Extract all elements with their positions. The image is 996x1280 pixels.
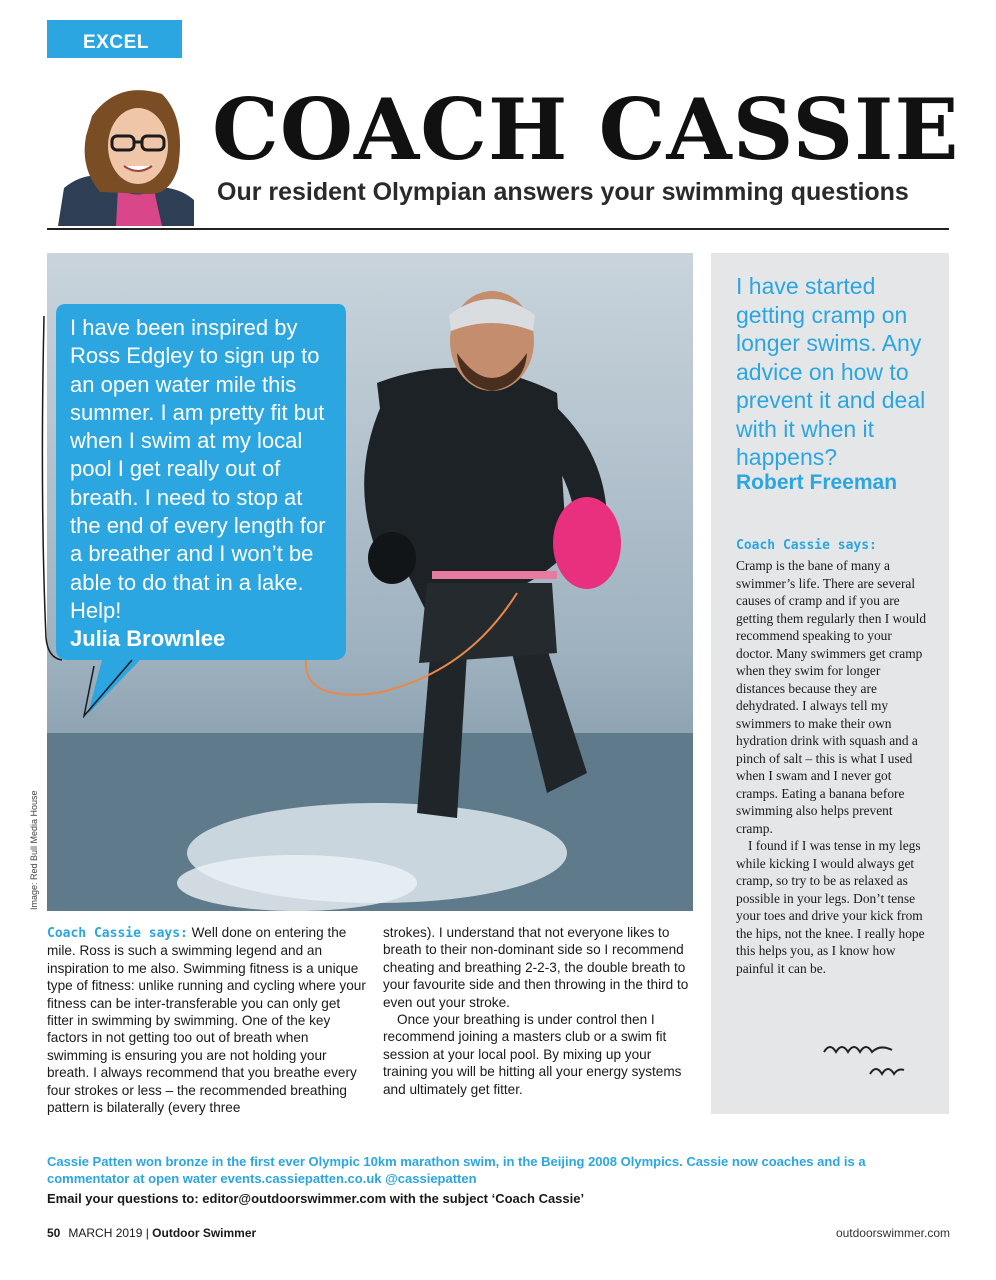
answer-1-paragraph: Once your breathing is under control then I recommend joining a masters club or a swim fit session at your local pool. By mixing up your training you will be hitting all your energy systems and ultimately get fitter. xyxy=(383,1012,682,1097)
answer-1-column-2 xyxy=(383,924,695,1098)
photo-credit: Image: Red Bull Media House xyxy=(29,790,39,910)
website-link: outdoorswimmer.com xyxy=(835,1226,950,1240)
issue-date: MARCH 2019 | xyxy=(68,1226,153,1240)
coach-says-label: Coach Cassie says: xyxy=(47,926,188,941)
answer-2 xyxy=(736,557,931,977)
answer-2-paragraph: I found if I was tense in my legs while kicking I would always get cramp, so try to be as relaxed as possible in your legs. Don’t tense your toes and drive your kick from the hips, not the knee. I really hope this helps you, as I know how painful it can be. xyxy=(736,838,925,976)
answer-1-column-1 xyxy=(47,924,367,1116)
coach-portrait xyxy=(58,76,194,226)
page-number: 50 xyxy=(47,1226,61,1240)
answer-1-paragraph: strokes). I understand that not everyone likes to breath to their non-dominant side so I recommend cheating and breathing 2-2-3, the double breath to your favourite side and then throwing in the third to even out your stroke. xyxy=(383,925,689,1010)
page-footer xyxy=(47,1226,256,1240)
page-title: COACH CASSIE xyxy=(212,80,960,179)
answer-2-paragraph: Cramp is the bane of many a swimmer’s life. There are several causes of cramp and if you are getting them regularly then I would recommend speaking to your doctor. Many swimmers get cramp when they swim for longer distances because they are dehydrated. I always tell my swimmers to make their own hydration drink with squash and a pinch of salt – this is what I used when I swam and I never got cramps. Eating a banana before swimming also helps prevent cramp. xyxy=(736,558,927,836)
title-divider xyxy=(47,228,949,230)
email-note: Email your questions to: editor@outdoorswimmer.com with the subject ‘Coach Cassie’ xyxy=(47,1191,585,1206)
question-2-author: Robert Freeman xyxy=(736,471,898,494)
question-2: I have started getting cramp on longer swims. Any advice on how to prevent it and deal with it when it happens? xyxy=(736,273,926,470)
answer-1-text: Well done on entering the mile. Ross is such a swimming legend and an inspiration to me also. Swimming fitness is a unique type of fitness: unlike running and cycling where your fitness can be inter-transferable you can only get fitter in swimming by swimming. One of the key factors in not getting too out of breath when swimming is ensuring you are not holding your breath. I always recommend that you breathe every four strokes or less – the recommended breathing pattern is bilaterally (every three xyxy=(47,925,366,1116)
coach-bio: Cassie Patten won bronze in the first ever Olympic 10km marathon swim, in the Beijing 2008 Olympics. Cassie now coaches and is a commentator at open water events.cassiepatten.co.uk @cassiepatten xyxy=(47,1154,866,1186)
page-subtitle: Our resident Olympian answers your swimming questions xyxy=(217,178,909,206)
section-tab xyxy=(47,20,182,58)
section-tab-label: EXCEL xyxy=(83,32,149,53)
question-1 xyxy=(70,314,332,654)
coach-says-label: Coach Cassie says: xyxy=(736,538,877,553)
question-1-author: Julia Brownlee xyxy=(70,626,226,652)
waves-icon xyxy=(822,1038,906,1084)
question-1-body: I have been inspired by Ross Edgley to sign up to an open water mile this summer. I am pretty fit but when I swim at my local pool I get really out of breath. I need to stop at the end of every length for a breather and I won’t be able to do that in a lake. Help! xyxy=(70,315,326,623)
publication-name: Outdoor Swimmer xyxy=(152,1226,257,1240)
